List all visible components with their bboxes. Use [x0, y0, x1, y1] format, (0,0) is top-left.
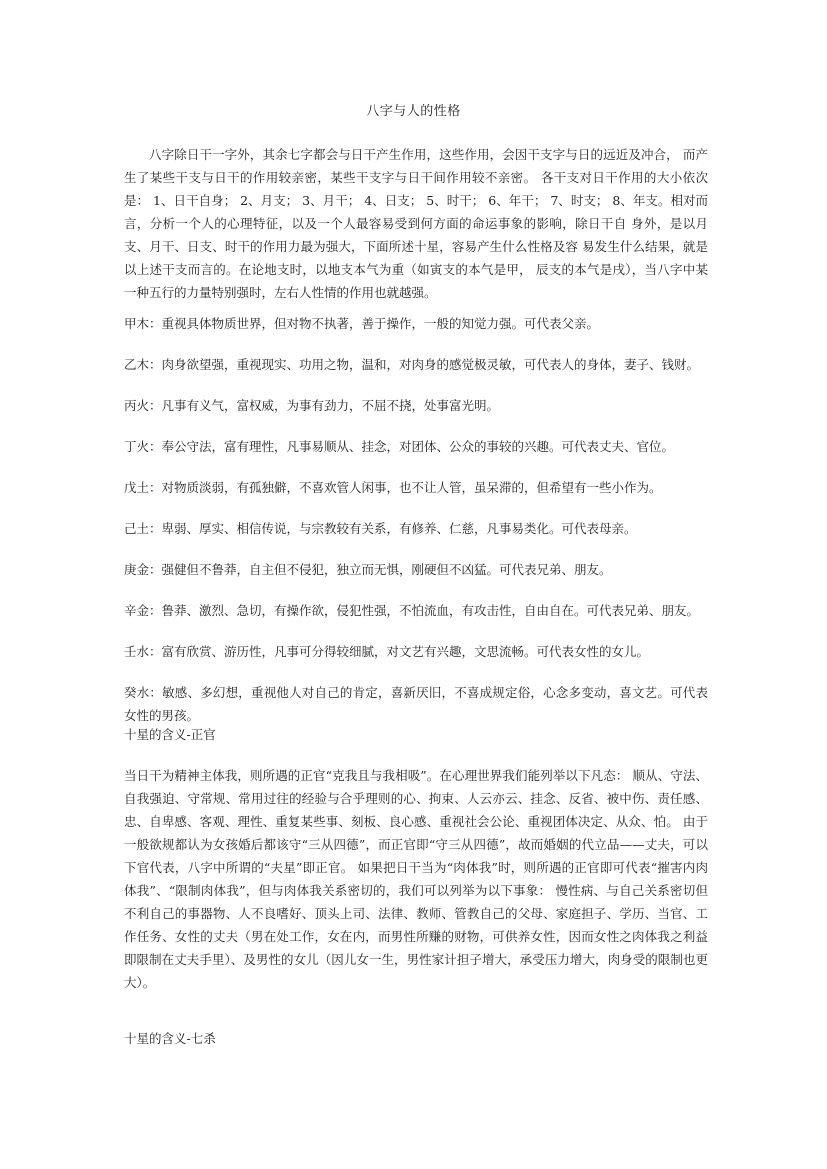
stem-bing: 丙火：凡事有义气，富权威，为事有劲力，不屈不挠，处事富光明。 [124, 398, 500, 413]
stem-ji: 己土：卑弱、厚实、相信传说，与宗教较有关系，有修养、仁慈，凡事易类化。可代表母亲。 [124, 521, 637, 536]
stem-wu: 戊土：对物质淡弱，有孤独僻，不喜欢管人闲事，也不让人管，虽呆滞的，但希望有一些小作为。 [124, 480, 662, 495]
section-heading-qisha [124, 1027, 708, 1050]
stem-ding: 丁火：奉公守法，富有理性，凡事易顺从、挂念，对团体、公众的事较的兴趣。可代表丈夫、官位。 [124, 439, 675, 454]
stem-gui: 癸水：敏感、多幻想，重视他人对自己的肯定，喜新厌旧，不喜成规定俗，心念多变动，喜文艺。可代表女性的男孩。 [124, 685, 708, 723]
intro-paragraph [124, 143, 708, 304]
page-title: 八字与人的性格 [366, 104, 461, 119]
intro-text: 八字除日干一字外，其余七字都会与日干产生作用，这些作用，会因干支字与日的远近及冲合， 而产生了某些干支与日干的作用较亲密，某些干支字与日干间作用较不亲密。 各干支对日干作用的大小依次是： 1、日干自身； 2、月支； 3、月干； 4、日支； 5、时干； 6、年干； 7、时支； 8、年支。相对而言，分析一个人的心理特征，以及一个人最容易受到何方面的命运事象的影响，除日干自 身外，是以月支、月干、日支、时干的作用力最为强大，下面所述十星，容易产生什么性格及容 易发生什么结果，就是以上述干支而言的。在论地支时，以地支本气为重（如寅支的本气是甲， 辰支的本气是戌），当八字中某一种五行的力量特别强时，左右人性情的作用也就越强。 [124, 147, 708, 300]
section-heading-zhengguan [124, 723, 708, 746]
heading-text: 十星的含义-正官 [124, 727, 216, 742]
stem-jia: 甲木：重视具体物质世界，但对物不执著，善于操作，一般的知觉力强。可代表父亲。 [124, 316, 600, 331]
stem-geng: 庚金：强健但不鲁莽，自主但不侵犯，独立而无惧，刚硬但不凶猛。可代表兄弟、朋友。 [124, 562, 612, 577]
zhengguan-paragraph [124, 764, 708, 994]
heading-text: 十星的含义-七杀 [124, 1031, 216, 1046]
stem-list [124, 312, 708, 745]
zhengguan-text: 当日干为精神主体我，则所遇的正官“克我且与我相吸”。在心理世界我们能列举以下凡态： 顺从、守法、自我强迫、守常规、常用过往的经验与合乎理则的心、拘束、人云亦云、挂念、反省、被中伤、责任感、忠、自卑感、客观、理性、重复某些事、刻板、良心感、重视社会公论、重视团体决定、从众、怕。 由于一般欲规都认为女孩婚后都该守“三从四德”，而正官即“守三从四德”，故而婚姻的代立品——丈夫，可以下官代表，八字中所谓的“夫星”即正官。 如果把日干当为“肉体我”时，则所遇的正官即可代表“摧害内肉体我”、“限制肉体我”，但与肉体我关系密切的，我们可以列举为以下事象： 慢性病、与自己关系密切但不利自己的事器物、人不良嗜好、顶头上司、法律、教师、管教自己的父母、家庭担子、学历、当官、工作任务、女性的丈夫（男在处工作，女在内，而男性所赚的财物，可供养女性，因而女性之肉体我之利益即限制在丈夫手里）、及男性的女儿（因儿女一生，男性家计担子增大，承受压力增大，肉身受的限制也更大）。 [124, 768, 708, 990]
stem-ren: 壬水：富有欣赏、游历性，凡事可分得较细腻，对文艺有兴趣，文思流畅。可代表女性的女儿。 [124, 644, 650, 659]
stem-xin: 辛金：鲁莽、激烈、急切，有操作欲，侵犯性强，不怕流血，有攻击性，自由自在。可代表兄弟、朋友。 [124, 603, 700, 618]
stem-yi: 乙木：肉身欲望强，重视现实、功用之物，温和，对肉身的感觉极灵敏，可代表人的身体，妻子、钱财。 [124, 357, 700, 372]
